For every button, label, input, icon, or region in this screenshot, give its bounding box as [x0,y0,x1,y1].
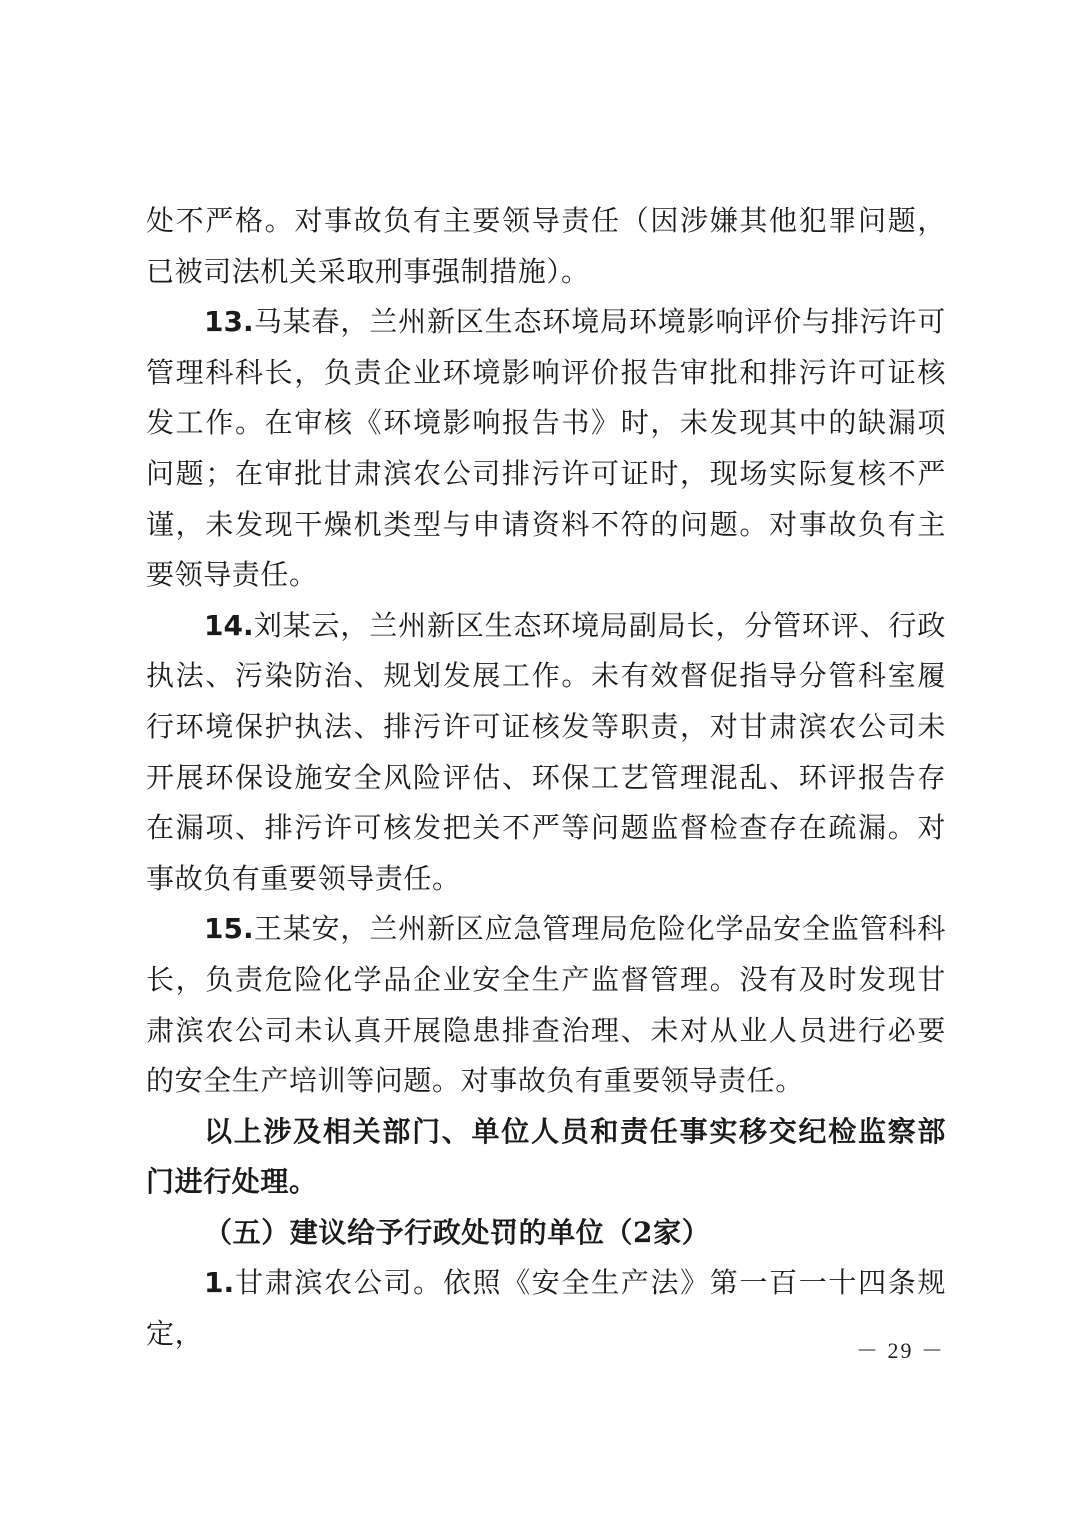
item-number: 1. [204,1266,235,1300]
paragraph-continuation [146,196,946,297]
paragraph-text: 以上涉及相关部门、单位人员和责任事实移交纪检监察部门进行处理。 [146,1114,946,1199]
paragraph-text: 马某春，兰州新区生态环境局环境影响评价与排污许可管理科科长，负责企业环境影响评价报告审批和排污许可证核发工作。在审核《环境影响报告书》时，未发现其中的缺漏项问题；在审批甘肃滨农公司排污许可证时，现场实际复核不严谨，未发现干燥机类型与申请资料不符的问题。对事故负有主要领导责任。 [146,305,946,592]
paragraph-item-14 [146,601,946,905]
section-heading-penalties [146,1208,946,1259]
paragraph-item-13 [146,297,946,601]
paragraph-item-15 [146,904,946,1106]
document-body [146,196,946,1360]
paragraph-referral-note [146,1107,946,1208]
paragraph-penalty-item-1 [146,1258,946,1359]
page-number: － 29 － [856,1338,946,1363]
section-heading-text: （五）建议给予行政处罚的单位（2家） [204,1215,711,1249]
paragraph-text: 刘某云，兰州新区生态环境局副局长，分管环评、行政执法、污染防治、规划发展工作。未有效督促指导分管科室履行环境保护执法、排污许可证核发等职责，对甘肃滨农公司未开展环保设施安全风险评估、环保工艺管理混乱、环评报告存在漏项、排污许可核发把关不严等问题监督检查存在疏漏。对事故负有重要领导责任。 [146,608,946,895]
item-number: 14. [204,608,254,642]
item-number: 15. [204,912,254,946]
paragraph-text: 处不严格。对事故负有主要领导责任（因涉嫌其他犯罪问题，已被司法机关采取刑事强制措施）。 [146,204,946,288]
paragraph-text: 甘肃滨农公司。依照《安全生产法》第一百一十四条规定， [146,1266,946,1351]
item-number: 13. [204,305,254,339]
paragraph-text: 王某安，兰州新区应急管理局危险化学品安全监管科科长，负责危险化学品企业安全生产监督管理。没有及时发现甘肃滨农公司未认真开展隐患排查治理、未对从业人员进行必要的安全生产培训等问题。对事故负有重要领导责任。 [146,912,946,1098]
